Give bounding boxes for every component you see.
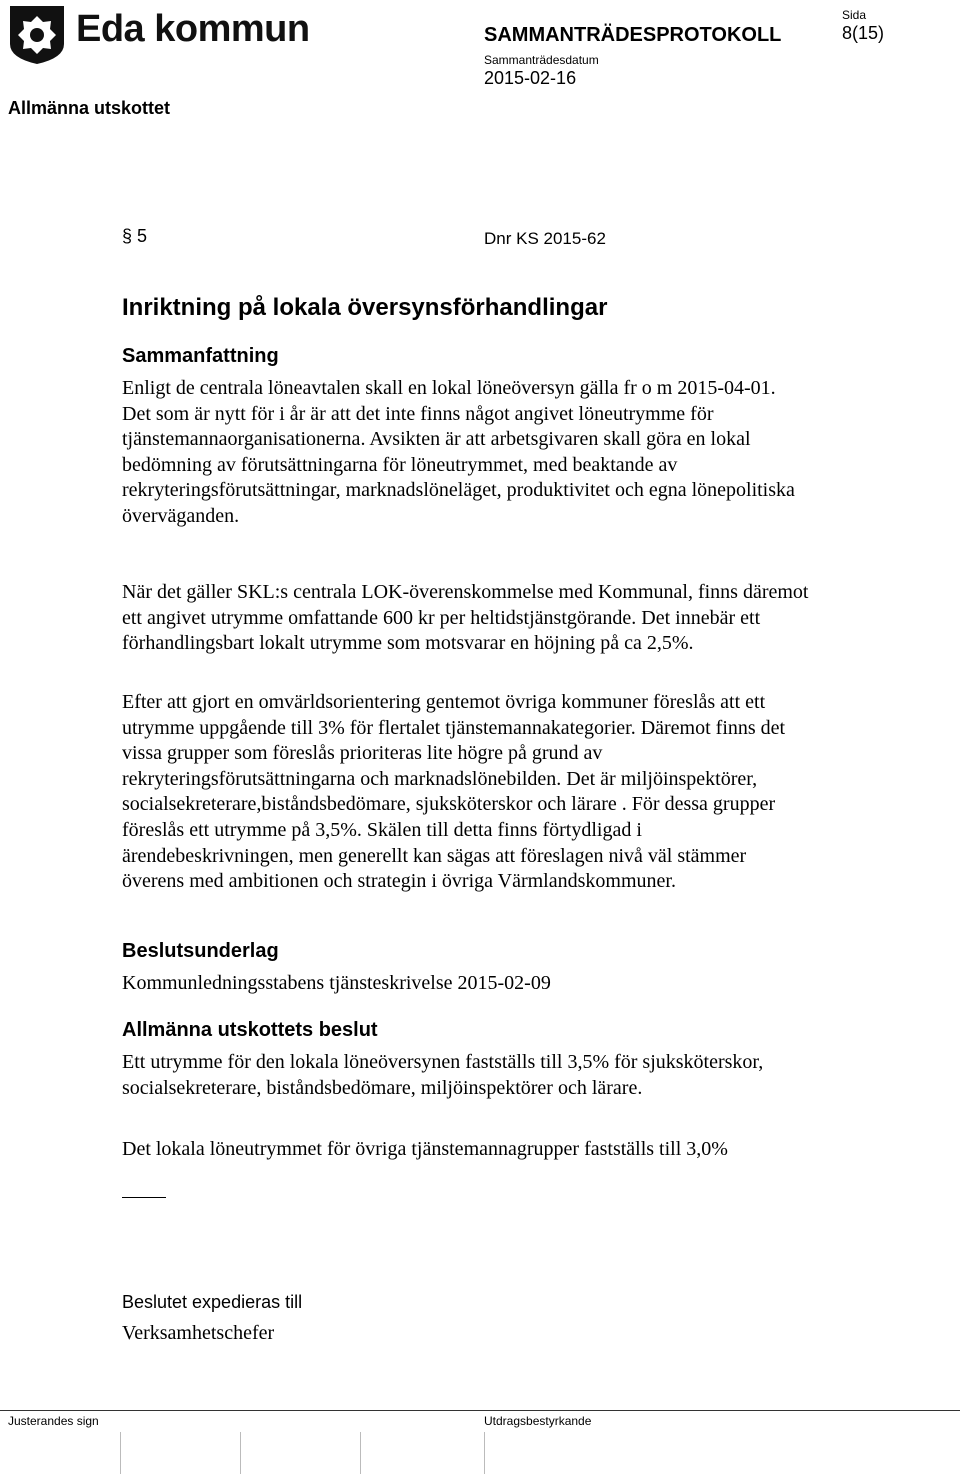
end-rule — [122, 1197, 166, 1198]
adjuster-signature-label: Justerandes sign — [8, 1414, 99, 1428]
document-type: SAMMANTRÄDESPROTOKOLL — [484, 24, 782, 46]
signature-box-divider — [484, 1432, 485, 1474]
summary-paragraph-3: Efter att gjort en omvärldsorientering gentemot övriga kommuner föreslås att ett utrymme uppgående till 3% för flertalet tjänstemannakategorier. Däremot finns det vissa grupper som föreslås prioriteras lite högre på grund av rekryteringsförutsättningarna och marknadslönebilden. Det är miljöinspektörer, socialsekreterare,biståndsbedömare, sjuksköterskor och lärare . För dessa grupper föreslås ett utrymme på 3,5%. Skälen till detta finns förtydligad i ärendebeskrivningen, men generellt kan sägas att föreslagen nivå väl stämmer överens med ambitionen och strategin i övriga Värmlandskommuner. — [122, 691, 786, 893]
logo-wordmark: Eda kommun — [76, 8, 310, 50]
diary-number: Dnr KS 2015-62 — [484, 229, 606, 248]
decision-paragraph-1: Ett utrymme för den lokala löneöversynen fastställs till 3,5% för sjuksköterskor, socialsekreterare, biståndsbedömare, miljöinspektörer och lärare. — [122, 1051, 764, 1099]
municipality-logo-icon — [8, 4, 66, 66]
distribution-label: Beslutet expedieras till — [122, 1292, 303, 1312]
summary-paragraph-1: Enligt de centrala löneavtalen skall en lokal löneöversyn gälla fr o m 2015-04-01. Det som är nytt för i år är att det inte finns något angivet löneutrymme för tjänstemannaorganisationerna. Avsikten är att arbetsgivaren skall göra en lokal bedömning av förutsättningarna för löneutrymmet, med beaktande av rekryteringsförutsättningar, marknadslöneläget, produktivitet och egna lönepolitiska överväganden. — [122, 377, 795, 527]
signature-box-divider — [240, 1432, 241, 1474]
page-title: Inriktning på lokala översynsförhandlingar — [122, 294, 608, 321]
committee-name: Allmänna utskottet — [8, 98, 171, 118]
distribution-recipient: Verksamhetschefer — [122, 1322, 275, 1344]
summary-heading: Sammanfattning — [122, 345, 279, 367]
decision-heading: Allmänna utskottets beslut — [122, 1019, 378, 1041]
meeting-date-label: Sammanträdesdatum — [484, 53, 599, 67]
summary-paragraph-2: När det gäller SKL:s centrala LOK-överenskommelse med Kommunal, finns däremot ett angivet utrymme omfattande 600 kr per heltidstjänstgörande. Det innebär ett förhandlingsbart lokalt utrymme som motsvarar en höjning på ca 2,5%. — [122, 581, 809, 655]
paragraph-number: § 5 — [122, 226, 148, 246]
page-number: 8(15) — [842, 23, 885, 43]
footer-divider — [0, 1410, 960, 1411]
signature-box-divider — [120, 1432, 121, 1474]
page-label: Sida — [842, 8, 867, 22]
decision-paragraph-2: Det lokala löneutrymmet för övriga tjänstemannagrupper fastställs till 3,0% — [122, 1138, 728, 1160]
meeting-date: 2015-02-16 — [484, 68, 577, 88]
basis-text: Kommunledningsstabens tjänsteskrivelse 2015-02-09 — [122, 972, 551, 994]
extract-certification-label: Utdragsbestyrkande — [484, 1414, 592, 1428]
signature-box-divider — [360, 1432, 361, 1474]
basis-heading: Beslutsunderlag — [122, 940, 279, 962]
